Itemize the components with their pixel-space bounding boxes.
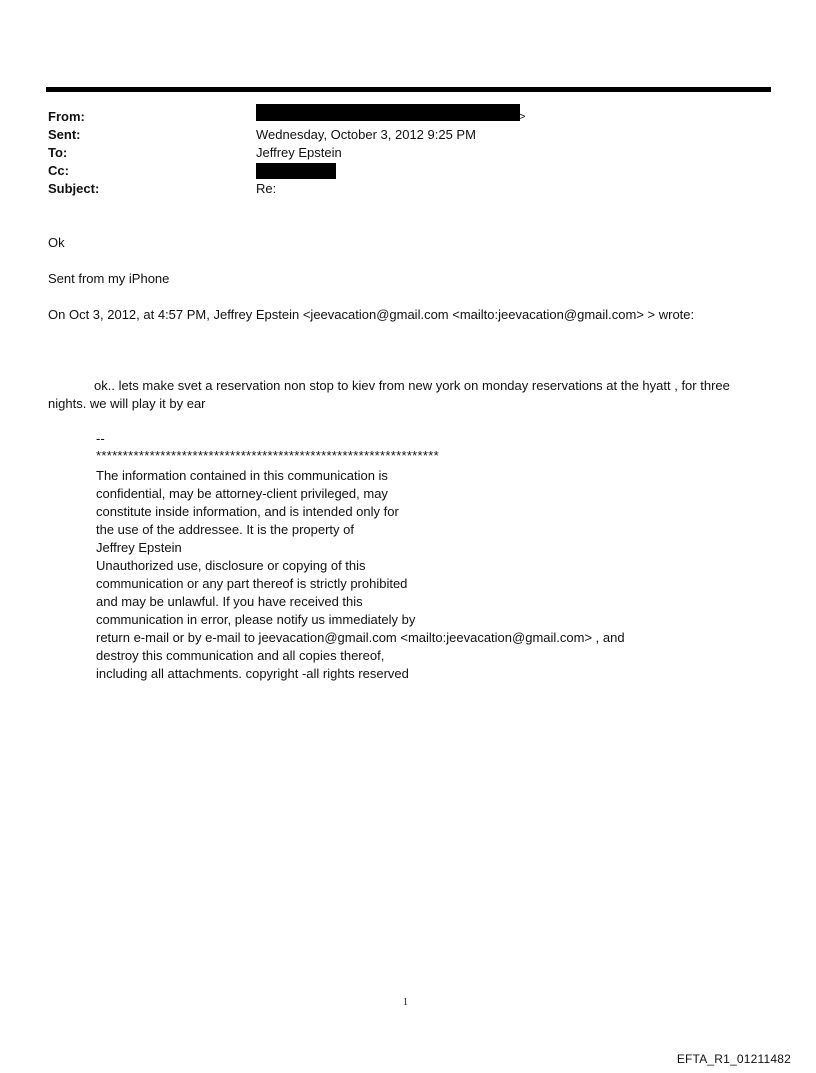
reply-text: Ok xyxy=(48,235,65,250)
disclaimer-line: The information contained in this communication is xyxy=(96,468,388,483)
disclaimer-line: communication in error, please notify us immediately by xyxy=(96,612,416,627)
disclaimer-line: and may be unlawful. If you have received this xyxy=(96,594,363,609)
disclaimer-line: Unauthorized use, disclosure or copying of this xyxy=(96,558,366,573)
quoted-message: ok.. lets make svet a reservation non stop to kiev from new york on monday reservations at the hyatt , for three nights. we will play it by ear xyxy=(48,378,730,411)
star-divider: **************************************************************** xyxy=(96,448,439,463)
from-label: From: xyxy=(48,109,85,124)
subject-value: Re: xyxy=(256,181,277,196)
disclaimer-line: Jeffrey Epstein xyxy=(96,540,182,555)
from-trailing: > xyxy=(519,111,526,123)
disclaimer-line: the use of the addressee. It is the property of xyxy=(96,522,354,537)
disclaimer-line: communication or any part thereof is strictly prohibited xyxy=(96,576,408,591)
disclaimer-line: constitute inside information, and is intended only for xyxy=(96,504,399,519)
signature-text: Sent from my iPhone xyxy=(48,271,170,286)
disclaimer-line: return e-mail or by e-mail to jeevacation@gmail.com <mailto:jeevacation@gmail.com> , and xyxy=(96,630,625,645)
subject-label: Subject: xyxy=(48,181,100,196)
document-id: EFTA_R1_01211482 xyxy=(676,1052,791,1066)
header-rule xyxy=(46,87,771,92)
redaction-box-from xyxy=(256,104,520,121)
to-value: Jeffrey Epstein xyxy=(256,145,342,160)
sent-label: Sent: xyxy=(48,127,81,142)
sent-value: Wednesday, October 3, 2012 9:25 PM xyxy=(256,127,476,142)
page-number: 1 xyxy=(403,997,408,1008)
to-label: To: xyxy=(48,145,68,160)
signature-separator: -- xyxy=(96,431,105,446)
disclaimer-line: confidential, may be attorney-client privileged, may xyxy=(96,486,388,501)
redaction-box-cc xyxy=(256,163,336,179)
attribution-line: On Oct 3, 2012, at 4:57 PM, Jeffrey Epstein <jeevacation@gmail.com <mailto:jeevacation@gmail.com> > wrote: xyxy=(48,307,695,322)
disclaimer-line: including all attachments. copyright -all rights reserved xyxy=(96,666,409,681)
cc-label: Cc: xyxy=(48,163,69,178)
disclaimer-line: destroy this communication and all copies thereof, xyxy=(96,648,385,663)
